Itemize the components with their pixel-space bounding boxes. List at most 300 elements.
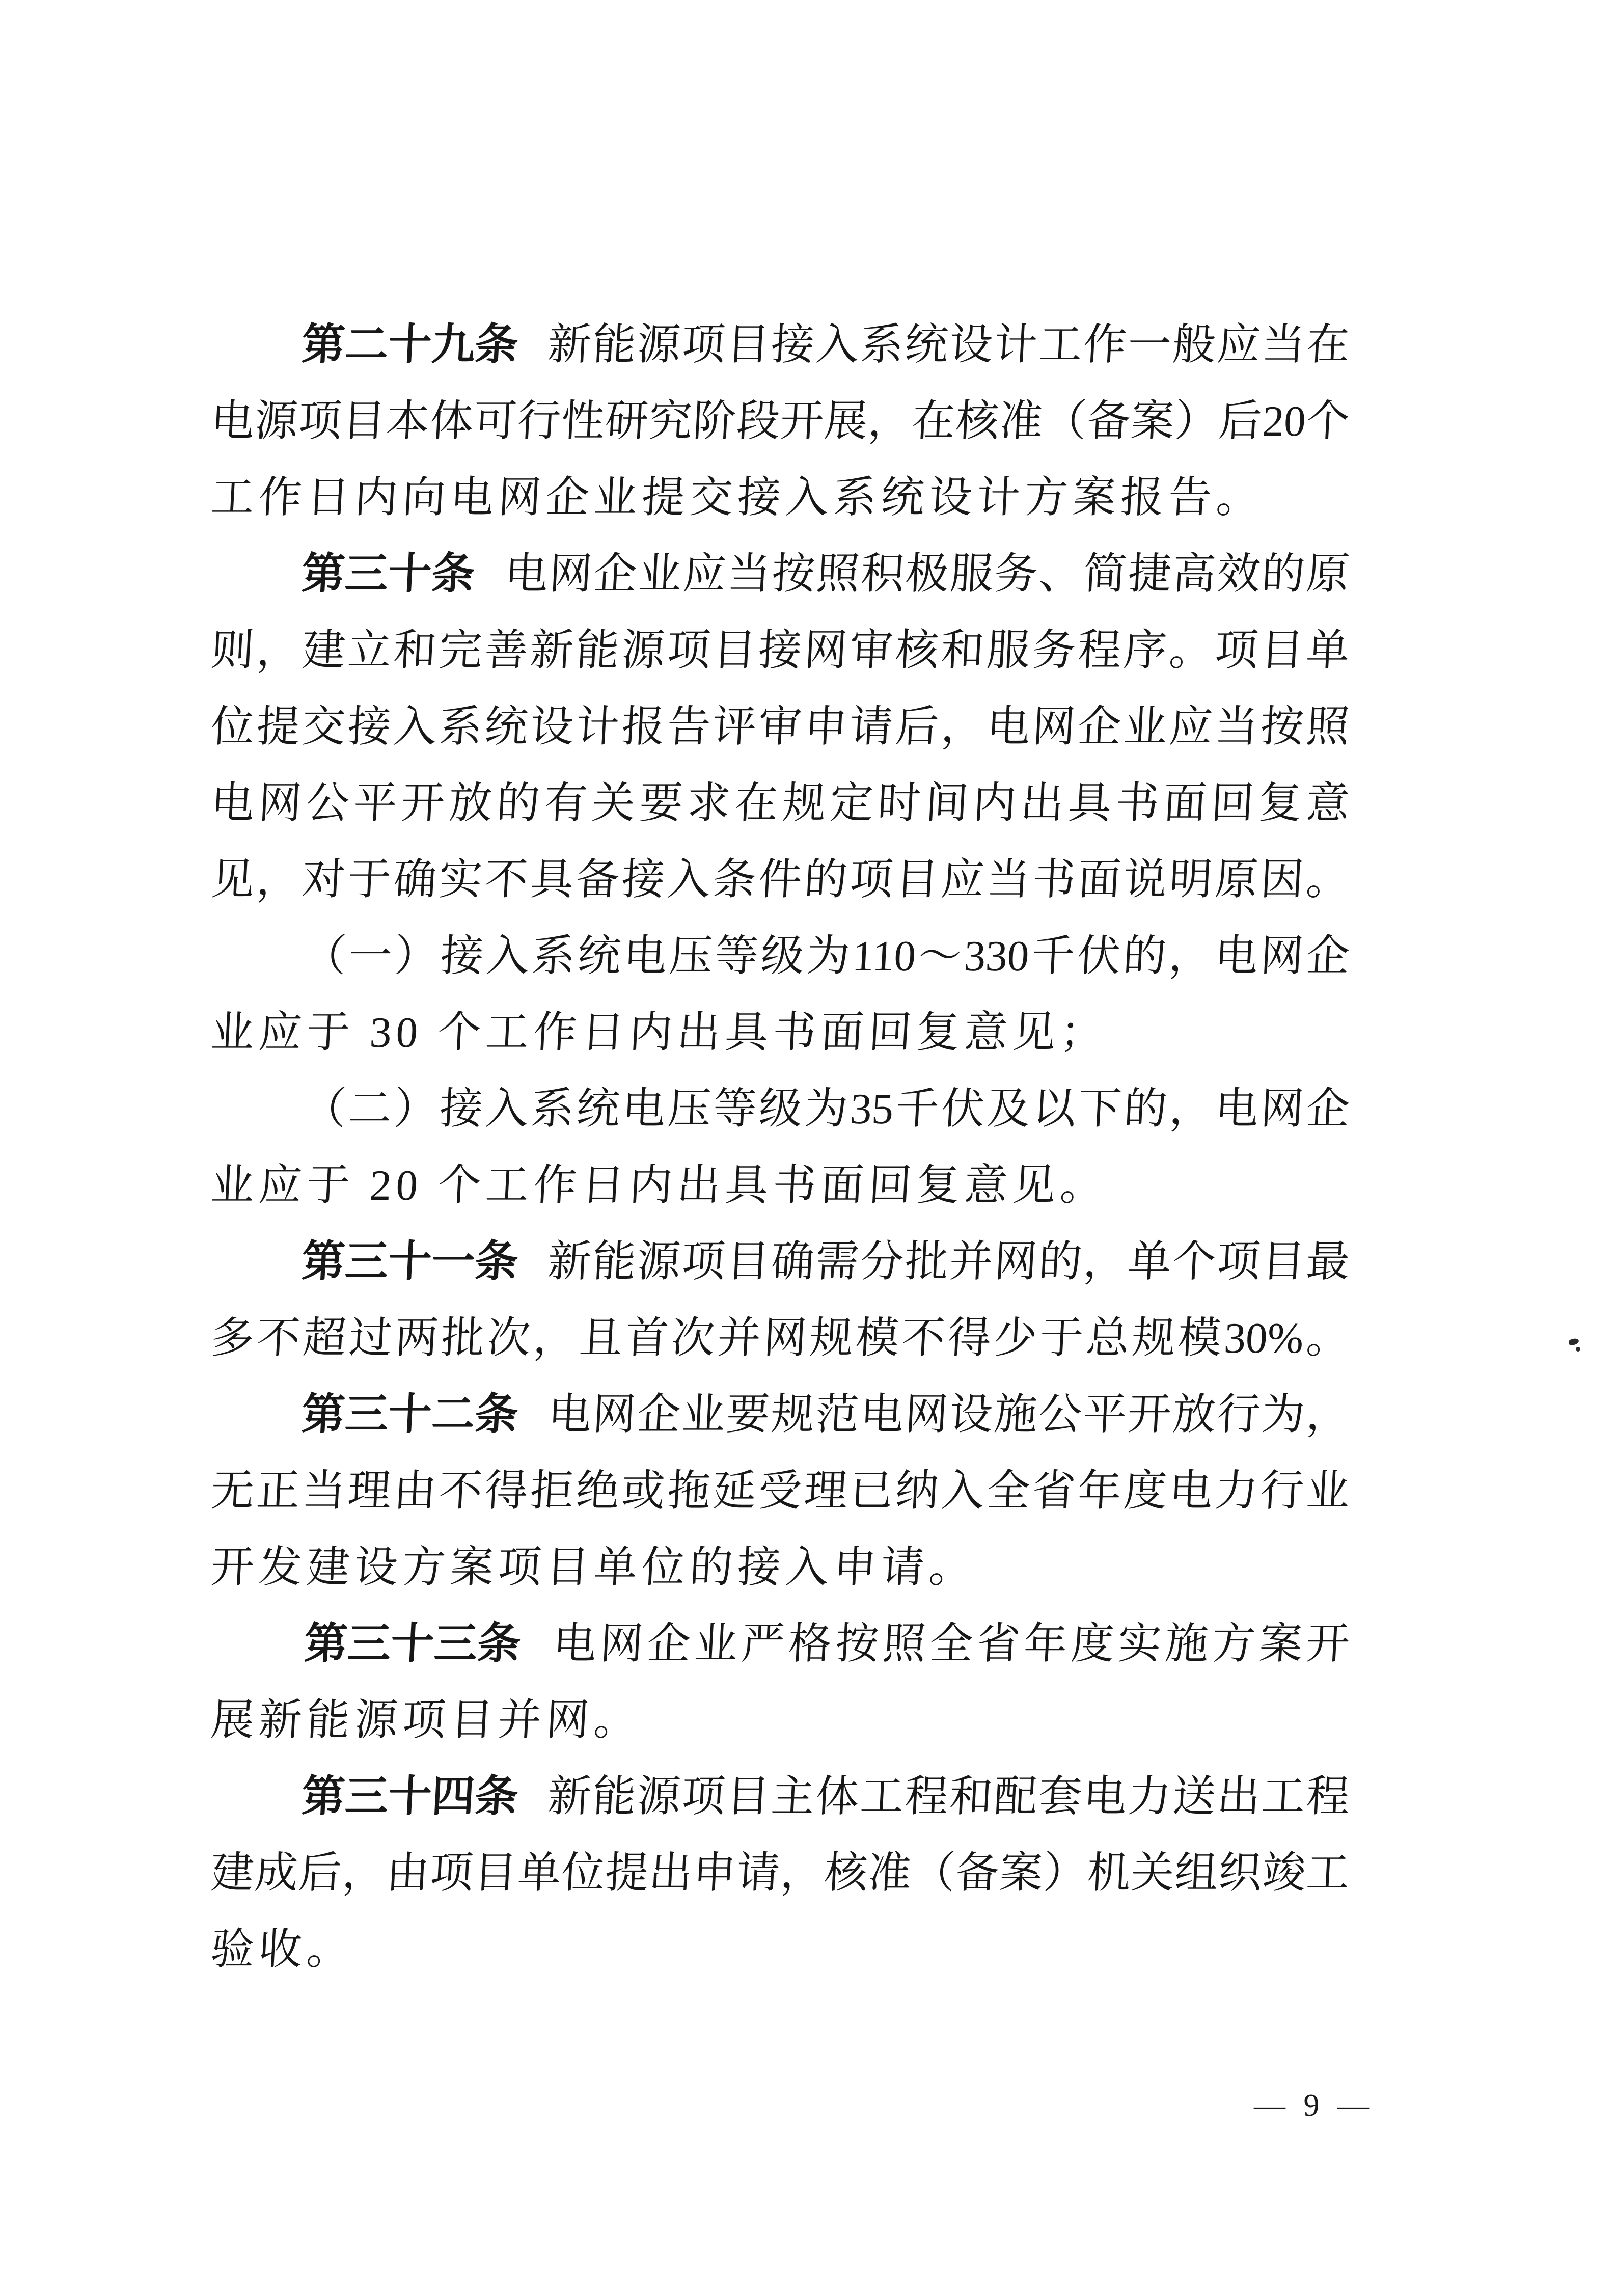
glyph: 和 — [392, 627, 438, 674]
glyph: 公 — [305, 779, 351, 827]
glyph: 系 — [529, 1085, 576, 1133]
glyph: 目 — [725, 1238, 771, 1286]
glyph: （ — [302, 932, 348, 980]
glyph: 实 — [437, 856, 484, 904]
glyph: 工 — [1037, 321, 1083, 369]
glyph: 源 — [636, 321, 682, 369]
glyph: ， — [255, 856, 302, 904]
glyph: 格 — [787, 1620, 833, 1668]
text-line: 开发建设方案项目单位的接入申请。 — [209, 1544, 978, 1591]
glyph: 按 — [1259, 703, 1305, 751]
glyph: 330 — [963, 932, 1030, 980]
glyph: 究 — [647, 397, 694, 445]
glyph: ， — [940, 703, 986, 751]
glyph: 电 — [209, 779, 256, 827]
glyph: 设 — [529, 703, 575, 751]
glyph: 设 — [948, 1391, 994, 1439]
glyph: 个 — [1171, 1238, 1217, 1286]
text-line — [209, 918, 1352, 994]
document-body — [209, 307, 1351, 1988]
glyph: 明 — [1168, 856, 1214, 904]
glyph: 省 — [975, 1620, 1022, 1668]
glyph: 企 — [1305, 1085, 1351, 1133]
article-number: 第三十二条 — [300, 1391, 519, 1439]
glyph: 能 — [591, 321, 638, 369]
glyph: 一 — [1127, 321, 1173, 369]
text-line: 业应于 30 个工作日内出具书面回复意见； — [209, 1009, 1109, 1057]
glyph: 个 — [1305, 397, 1351, 445]
glyph: 因 — [1259, 856, 1305, 904]
glyph: 于 — [1038, 1314, 1085, 1362]
glyph: 目 — [711, 627, 758, 674]
glyph: ） — [393, 1085, 439, 1133]
glyph: 报 — [620, 703, 666, 751]
glyph: 平 — [352, 779, 398, 827]
glyph: 施 — [993, 1391, 1039, 1439]
glyph: 面 — [1162, 779, 1208, 827]
glyph: 具 — [1066, 779, 1113, 827]
glyph: 系 — [859, 321, 905, 369]
glyph: 电 — [503, 550, 550, 598]
glyph: 网 — [762, 1314, 808, 1362]
glyph: 目 — [1260, 1238, 1306, 1286]
glyph: 书 — [1114, 779, 1161, 827]
glyph: 等 — [712, 1085, 758, 1133]
glyph: 入 — [940, 1467, 986, 1515]
glyph: 企 — [1077, 703, 1122, 751]
glyph: 照 — [1305, 703, 1351, 751]
glyph: 得 — [946, 1314, 993, 1362]
glyph: 得 — [483, 1467, 530, 1515]
glyph: 压 — [666, 1085, 713, 1133]
glyph: ， — [532, 1314, 578, 1362]
glyph: 说 — [1122, 856, 1168, 904]
article-number: 第二十九条 — [300, 321, 519, 369]
glyph: 送 — [1171, 1773, 1217, 1821]
glyph: 立 — [346, 627, 393, 674]
glyph: 成 — [253, 1849, 299, 1897]
glyph: 入 — [392, 703, 438, 751]
glyph: 源 — [636, 1773, 682, 1821]
glyph: 规 — [781, 779, 827, 827]
glyph: 网 — [803, 627, 849, 674]
text-line — [209, 1759, 1352, 1835]
glyph: 织 — [1217, 1849, 1264, 1897]
glyph: 已 — [848, 1467, 894, 1515]
glyph: 务 — [993, 550, 1039, 598]
glyph: 企 — [1305, 932, 1351, 980]
glyph: 配 — [993, 1773, 1039, 1821]
glyph: 网 — [1259, 1085, 1305, 1133]
glyph: 体 — [814, 1773, 861, 1821]
glyph: 受 — [757, 1467, 803, 1515]
glyph: 后 — [297, 1849, 343, 1897]
glyph: 项 — [1216, 1238, 1262, 1286]
glyph: 单 — [1305, 627, 1351, 674]
glyph: 程 — [1305, 1773, 1351, 1821]
glyph: 出 — [1216, 1773, 1262, 1821]
glyph: 电 — [1214, 1085, 1260, 1133]
glyph: 关 — [590, 779, 637, 827]
glyph: 源 — [620, 627, 666, 674]
glyph: 接 — [439, 932, 485, 980]
glyph: 单 — [516, 1849, 562, 1897]
glyph: 后 — [1217, 397, 1264, 445]
text-line — [209, 383, 1352, 460]
glyph: 目 — [725, 1773, 771, 1821]
glyph: 无 — [209, 1467, 256, 1515]
glyph: 理 — [803, 1467, 849, 1515]
glyph: 行 — [1216, 1391, 1262, 1439]
glyph: 统 — [483, 703, 530, 751]
glyph: 般 — [1171, 321, 1217, 369]
glyph: 严 — [740, 1620, 786, 1668]
glyph: 完 — [437, 627, 484, 674]
glyph: 确 — [392, 856, 438, 904]
page-number: — 9 — — [1254, 2088, 1374, 2123]
glyph: 度 — [1070, 1620, 1116, 1668]
glyph: 务 — [1031, 627, 1077, 674]
glyph: 本 — [385, 397, 431, 445]
glyph: 以 — [1031, 1085, 1077, 1133]
glyph: 定 — [829, 779, 875, 827]
glyph: 案 — [1130, 397, 1176, 445]
glyph: 审 — [757, 703, 803, 751]
glyph: 研 — [604, 397, 650, 445]
glyph: 高 — [1171, 550, 1217, 598]
glyph: 企 — [646, 1620, 692, 1668]
glyph: 电 — [546, 1391, 593, 1439]
glyph: 过 — [347, 1314, 394, 1362]
glyph: 系 — [530, 932, 577, 980]
glyph: 千 — [1030, 932, 1076, 980]
glyph: 设 — [948, 321, 994, 369]
glyph: 最 — [1305, 1238, 1351, 1286]
glyph: 行 — [1259, 1467, 1305, 1515]
glyph: 服 — [948, 550, 995, 598]
glyph: 伏 — [1076, 932, 1122, 980]
glyph: 并 — [716, 1314, 762, 1362]
glyph: 拒 — [529, 1467, 575, 1515]
glyph: 项 — [1213, 627, 1259, 674]
glyph: 和 — [940, 627, 986, 674]
glyph: 确 — [770, 1238, 816, 1286]
glyph: 分 — [859, 1238, 905, 1286]
glyph: 对 — [300, 856, 347, 904]
glyph: 目 — [894, 856, 940, 904]
glyph: 统 — [903, 321, 950, 369]
glyph: 体 — [428, 397, 475, 445]
glyph: 延 — [711, 1467, 758, 1515]
glyph: 电 — [209, 397, 256, 445]
glyph: 公 — [1037, 1391, 1083, 1439]
glyph: 及 — [985, 1085, 1032, 1133]
glyph: 位 — [209, 703, 256, 751]
glyph: 总 — [1084, 1314, 1131, 1362]
glyph: 程 — [1077, 627, 1122, 674]
glyph: 项 — [680, 1238, 727, 1286]
glyph: ） — [393, 932, 440, 980]
glyph: 入 — [666, 856, 712, 904]
glyph: 则 — [209, 627, 256, 674]
glyph: ， — [779, 1849, 825, 1897]
glyph: 千 — [894, 1085, 941, 1133]
glyph: 可 — [472, 397, 518, 445]
glyph: 新 — [529, 627, 575, 674]
scan-artifact — [1576, 1347, 1580, 1352]
glyph: 开 — [779, 397, 825, 445]
glyph: 开 — [1305, 1620, 1351, 1668]
glyph: 接 — [346, 703, 393, 751]
glyph: 作 — [1082, 321, 1128, 369]
glyph: 电 — [1168, 1467, 1214, 1515]
glyph: 压 — [668, 932, 714, 980]
glyph: 并 — [948, 1238, 994, 1286]
glyph: 见 — [209, 856, 256, 904]
text-line — [209, 689, 1352, 765]
glyph: 性 — [560, 397, 606, 445]
glyph: 需 — [814, 1238, 861, 1286]
article-number: 第三十四条 — [300, 1773, 519, 1821]
glyph: （ — [910, 1849, 956, 1897]
glyph: 或 — [620, 1467, 666, 1515]
glyph: 核 — [894, 627, 940, 674]
glyph: 申 — [803, 703, 849, 751]
glyph: 网 — [903, 1391, 950, 1439]
glyph: 程 — [903, 1773, 950, 1821]
glyph: 目 — [472, 1849, 518, 1897]
glyph: 评 — [711, 703, 758, 751]
glyph: 网 — [1259, 932, 1305, 980]
glyph: 110 — [851, 932, 917, 980]
glyph: ， — [1168, 1085, 1214, 1133]
glyph: 当 — [300, 1467, 347, 1515]
glyph: 多 — [209, 1314, 256, 1362]
article-number: 第三十三条 — [303, 1620, 522, 1668]
glyph: 电 — [859, 1391, 905, 1439]
text-line: 验收。 — [209, 1926, 356, 1974]
glyph: 批 — [440, 1314, 486, 1362]
glyph: 一 — [347, 932, 394, 980]
glyph: 备 — [574, 856, 621, 904]
text-line — [209, 307, 1352, 383]
glyph: 展 — [823, 397, 869, 445]
glyph: 项 — [680, 1773, 727, 1821]
glyph: 不 — [483, 856, 530, 904]
glyph: 工 — [1260, 1773, 1306, 1821]
paragraph-indent — [213, 1376, 303, 1377]
glyph: 出 — [1019, 779, 1065, 827]
glyph: 源 — [253, 397, 299, 445]
glyph: 30% — [1223, 1314, 1305, 1362]
glyph: 核 — [954, 397, 1000, 445]
glyph: 项 — [680, 321, 727, 369]
glyph: 网 — [547, 550, 594, 598]
glyph: 关 — [1130, 1849, 1176, 1897]
glyph: 告 — [666, 703, 712, 751]
glyph: 统 — [575, 1085, 621, 1133]
glyph: 批 — [903, 1238, 950, 1286]
text-line — [209, 1376, 1352, 1453]
glyph: 当 — [1260, 321, 1306, 369]
paragraph-indent — [213, 918, 303, 919]
text-line — [209, 1071, 1352, 1147]
glyph: 有 — [543, 779, 589, 827]
glyph: ， — [1082, 1238, 1128, 1286]
glyph: 电 — [622, 932, 668, 980]
glyph: 机 — [1086, 1849, 1132, 1897]
glyph: 范 — [814, 1391, 861, 1439]
glyph: 求 — [686, 779, 732, 827]
glyph: 回 — [1210, 779, 1256, 827]
glyph: 项 — [297, 397, 343, 445]
glyph: 年 — [1077, 1467, 1122, 1515]
text-line — [209, 1606, 1352, 1682]
glyph: 由 — [392, 1467, 438, 1515]
glyph: 电 — [1082, 1773, 1128, 1821]
glyph: 应 — [681, 550, 728, 598]
glyph: 电 — [985, 703, 1031, 751]
scan-artifact — [1568, 1338, 1579, 1346]
glyph: 级 — [759, 932, 806, 980]
glyph: 简 — [1082, 550, 1128, 598]
glyph: 网 — [1031, 703, 1077, 751]
glyph: 企 — [636, 1391, 682, 1439]
glyph: 面 — [1077, 856, 1122, 904]
glyph: 照 — [815, 550, 861, 598]
glyph: 提 — [255, 703, 302, 751]
glyph: 在 — [1305, 321, 1351, 369]
glyph: 企 — [592, 550, 639, 598]
glyph: ， — [255, 627, 302, 674]
glyph: 交 — [300, 703, 347, 751]
glyph: 。 — [1305, 856, 1351, 904]
glyph: 。 — [1305, 1314, 1351, 1362]
glyph: 计 — [574, 703, 621, 751]
glyph: 放 — [1171, 1391, 1217, 1439]
glyph: 、 — [1037, 550, 1084, 598]
glyph: 接 — [438, 1085, 484, 1133]
glyph: 入 — [484, 1085, 530, 1133]
glyph: 规 — [1131, 1314, 1177, 1362]
glyph: 当 — [1213, 703, 1259, 751]
glyph: 首 — [624, 1314, 670, 1362]
glyph: 组 — [1173, 1849, 1220, 1897]
glyph: 项 — [848, 856, 894, 904]
glyph: 拖 — [666, 1467, 712, 1515]
glyph: 两 — [394, 1314, 440, 1362]
text-line — [209, 1300, 1352, 1376]
glyph: 接 — [620, 856, 666, 904]
glyph: 案 — [1257, 1620, 1304, 1668]
glyph: 捷 — [1127, 550, 1173, 598]
glyph: 计 — [993, 321, 1039, 369]
glyph: 书 — [1031, 856, 1077, 904]
glyph: 伏 — [940, 1085, 986, 1133]
glyph: 的 — [495, 779, 541, 827]
glyph: 源 — [636, 1238, 682, 1286]
glyph: ） — [1042, 1849, 1088, 1897]
glyph: 审 — [848, 627, 894, 674]
glyph: 应 — [1168, 703, 1214, 751]
glyph: 极 — [904, 550, 950, 598]
article-number: 第三十一条 — [300, 1238, 519, 1286]
glyph: 的 — [1122, 1085, 1169, 1133]
glyph: 由 — [385, 1849, 431, 1897]
text-line — [209, 1835, 1352, 1911]
glyph: 纳 — [894, 1467, 940, 1515]
glyph: 的 — [1037, 1238, 1083, 1286]
glyph: 次 — [486, 1314, 532, 1362]
glyph: 度 — [1122, 1467, 1168, 1515]
glyph: 绝 — [574, 1467, 621, 1515]
glyph: 后 — [894, 703, 940, 751]
glyph: 套 — [1037, 1773, 1083, 1821]
glyph: 业 — [1122, 703, 1168, 751]
glyph: 意 — [1305, 779, 1351, 827]
glyph: （ — [302, 1085, 347, 1133]
glyph: 为 — [1260, 1391, 1306, 1439]
glyph: ～ — [917, 932, 963, 980]
glyph: 不 — [437, 1467, 484, 1515]
glyph: 新 — [546, 321, 593, 369]
glyph: 放 — [448, 779, 494, 827]
glyph: 二 — [347, 1085, 393, 1133]
glyph: 在 — [910, 397, 956, 445]
text-line — [209, 1453, 1352, 1529]
glyph: 省 — [1031, 1467, 1077, 1515]
glyph: 接 — [770, 321, 816, 369]
glyph: 为 — [803, 1085, 850, 1133]
glyph: 条 — [711, 856, 758, 904]
text-line — [209, 842, 1352, 918]
glyph: 超 — [302, 1314, 348, 1362]
glyph: 备 — [954, 1849, 1000, 1897]
glyph: 请 — [735, 1849, 781, 1897]
text-line — [209, 1224, 1352, 1300]
glyph: 提 — [604, 1849, 650, 1897]
glyph: 件 — [757, 856, 803, 904]
glyph: 为 — [805, 932, 852, 980]
glyph: 业 — [1305, 1467, 1351, 1515]
glyph: 应 — [940, 856, 986, 904]
glyph: 级 — [757, 1085, 804, 1133]
glyph: 网 — [993, 1238, 1039, 1286]
glyph: ， — [866, 397, 913, 445]
glyph: 入 — [484, 932, 531, 980]
glyph: ， — [341, 1849, 387, 1897]
glyph: 时 — [876, 779, 922, 827]
glyph: 开 — [1127, 1391, 1173, 1439]
glyph: 在 — [733, 779, 780, 827]
glyph: ， — [1305, 1391, 1351, 1439]
glyph: 主 — [770, 1773, 816, 1821]
glyph: 申 — [691, 1849, 737, 1897]
glyph: 出 — [647, 1849, 694, 1897]
glyph: 服 — [985, 627, 1031, 674]
glyph: 照 — [881, 1620, 927, 1668]
glyph: 电 — [1213, 932, 1259, 980]
glyph: 系 — [437, 703, 484, 751]
glyph: 目 — [341, 397, 387, 445]
glyph: 准 — [998, 397, 1044, 445]
glyph: 少 — [992, 1314, 1038, 1362]
glyph: 当 — [985, 856, 1031, 904]
glyph: 规 — [808, 1314, 855, 1362]
glyph: 力 — [1213, 1467, 1259, 1515]
glyph: 具 — [529, 856, 575, 904]
glyph: 准 — [866, 1849, 913, 1897]
